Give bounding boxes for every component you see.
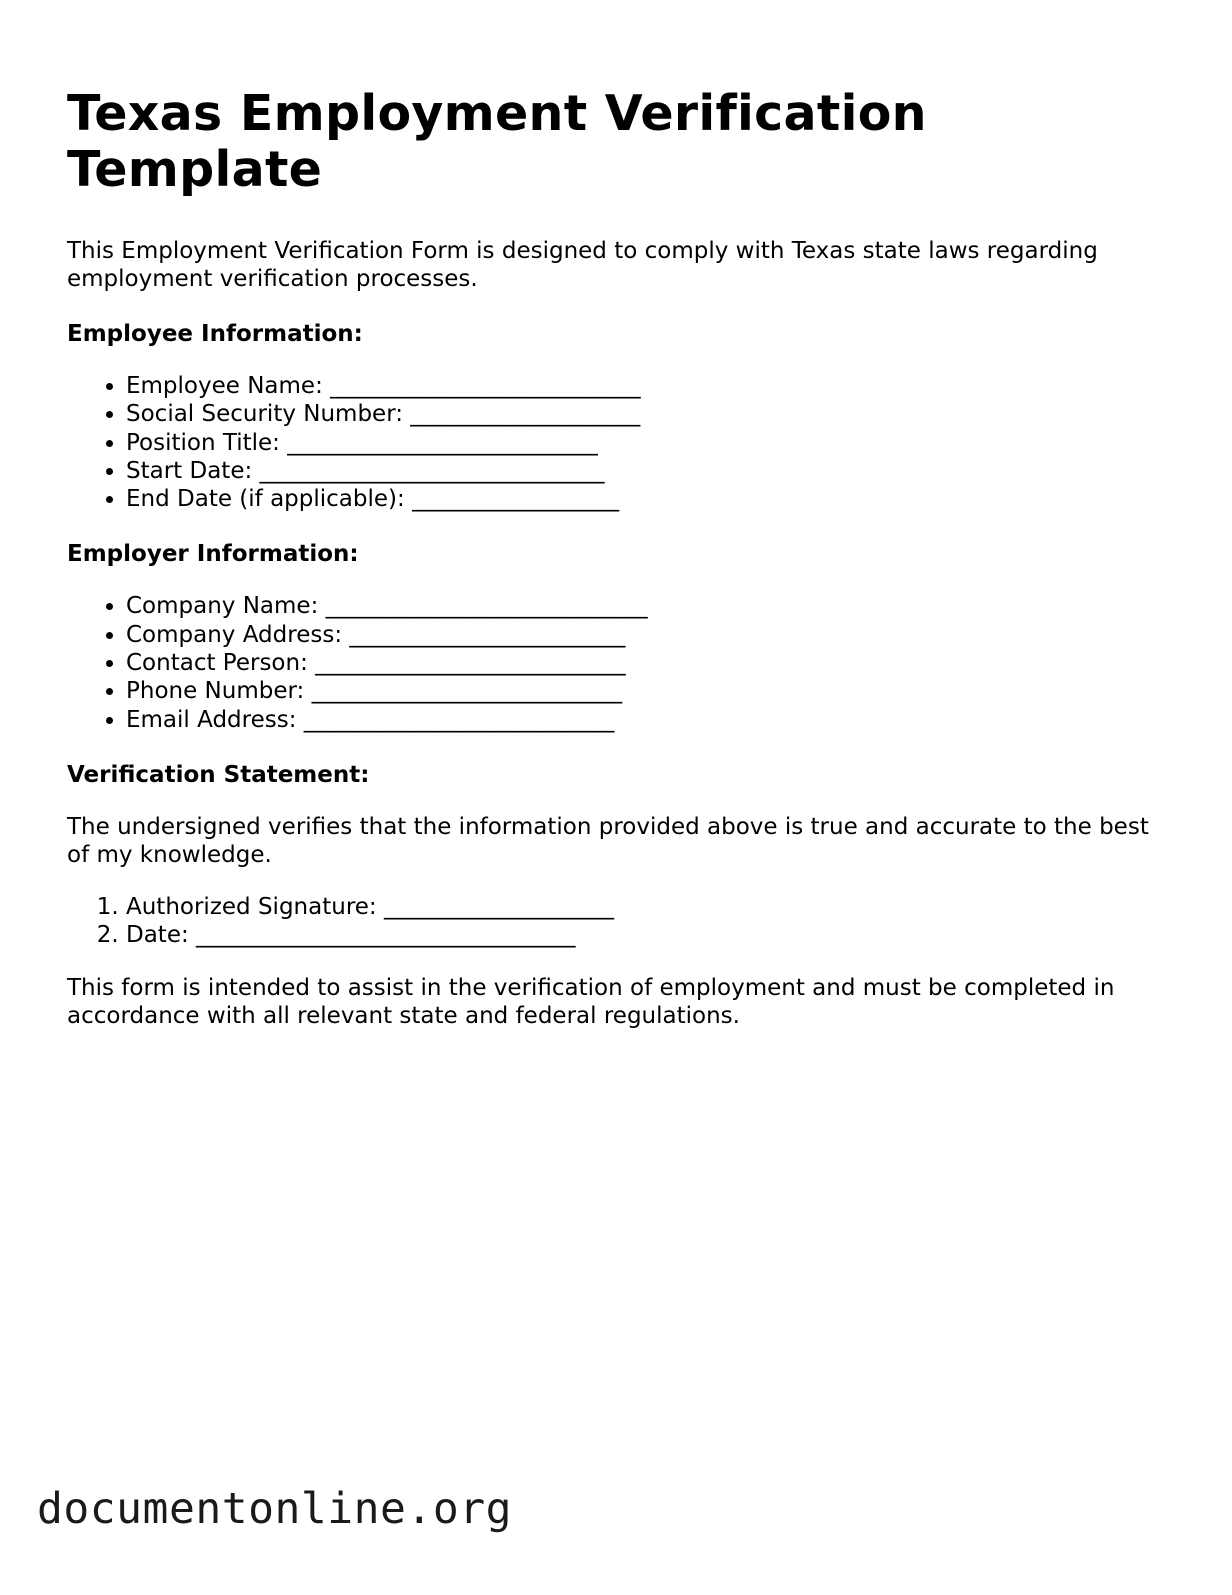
company-name-field: • Company Name: ____________________________ [126,592,1167,620]
document-page [67,86,1167,1030]
end-date-field: • End Date (if applicable): __________________ [126,485,1167,513]
employee-name-field: • Employee Name: ___________________________ [126,372,1167,400]
authorized-signature-field: 1. Authorized Signature: ____________________ [126,893,1167,921]
start-date-field: • Start Date: ______________________________ [126,457,1167,485]
employer-information-heading: Employer Information: [67,541,359,568]
company-address-field: • Company Address: ________________________ [126,621,1167,649]
employee-information-list [67,372,1167,513]
intro-paragraph: This Employment Verification Form is designed to comply with Texas state laws regarding employment verification processes. [67,238,1098,292]
verification-statement-heading: Verification Statement: [67,761,370,788]
page-title: Texas Employment Verification Template [67,85,927,198]
contact-person-field: • Contact Person: ___________________________ [126,649,1167,677]
site-watermark: documentonline.org [37,1484,512,1534]
employer-information-list [67,592,1167,733]
signature-date-field: 2. Date: _________________________________ [126,921,1167,949]
signature-list [67,893,1167,950]
verification-statement-text: The undersigned verifies that the information provided above is true and accurate to the best of my knowledge. [67,813,1149,868]
email-address-field: • Email Address: ___________________________ [126,706,1167,734]
phone-number-field: • Phone Number: ___________________________ [126,677,1167,705]
employee-information-heading: Employee Information: [67,321,363,347]
closing-paragraph: This form is intended to assist in the verification of employment and must be completed in accordance with all relevant state and federal regulations. [67,974,1115,1029]
social-security-number-field: • Social Security Number: ____________________ [126,400,1167,428]
position-title-field: • Position Title: ___________________________ [126,429,1167,457]
